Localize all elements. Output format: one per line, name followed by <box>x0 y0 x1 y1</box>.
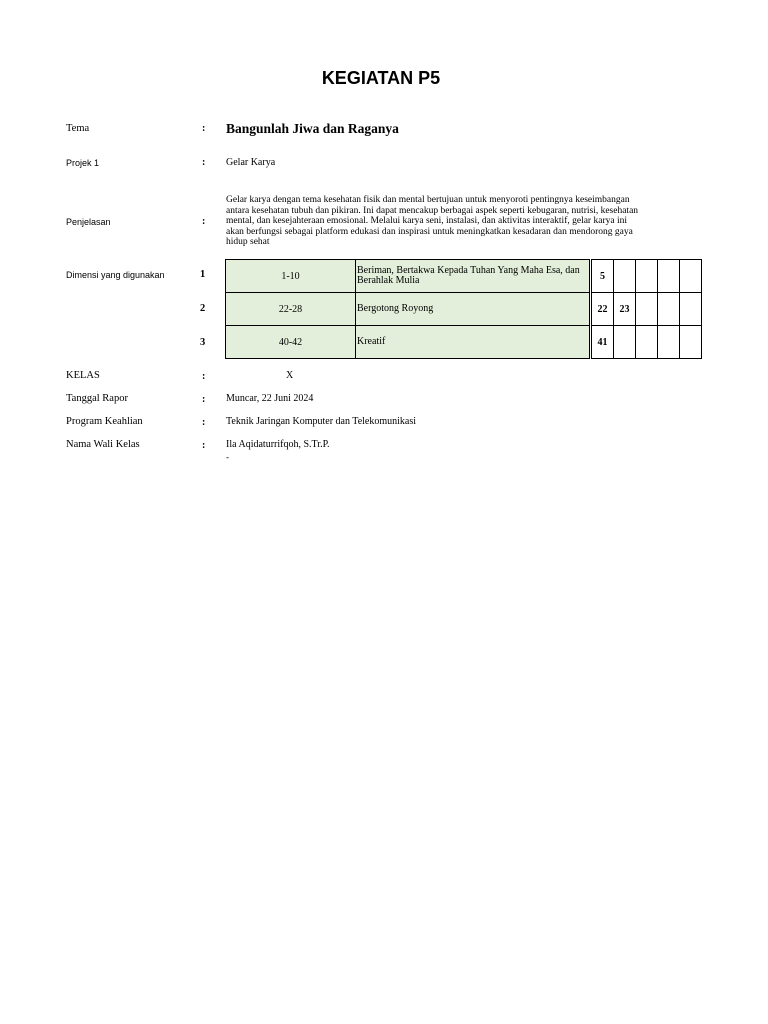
page-title: KEGIATAN P5 <box>321 68 441 88</box>
tema-value: Bangunlah Jiwa dan Raganya <box>226 121 399 136</box>
dimensi-box: 22 <box>592 293 614 326</box>
dimensi-box <box>614 260 636 293</box>
dimensi-row <box>226 293 702 326</box>
dimensi-box <box>658 293 680 326</box>
dimensi-name: Beriman, Bertakwa Kepada Tuhan Yang Maha Esa, dan Berahlak Mulia <box>356 260 590 293</box>
tema-colon: : <box>202 123 206 134</box>
penjelasan-label: Penjelasan <box>66 217 111 227</box>
dimensi-box <box>680 260 702 293</box>
dimensi-number-3: 3 <box>200 337 206 348</box>
dimensi-box <box>636 326 658 359</box>
dimensi-box: 41 <box>592 326 614 359</box>
dimensi-box <box>614 326 636 359</box>
projek-label: Projek 1 <box>66 158 100 168</box>
wali-value: Ila Aqidaturrifqoh, S.Tr.P. <box>226 439 330 450</box>
dimensi-name: Bergotong Royong <box>356 293 590 326</box>
dimensi-box: 5 <box>592 260 614 293</box>
penjelasan-text <box>226 195 698 248</box>
wali-colon: : <box>202 440 206 451</box>
penjelasan-colon: : <box>202 216 206 227</box>
kelas-label: KELAS <box>66 370 100 381</box>
dimensi-range: 40-42 <box>226 326 356 359</box>
projek-colon: : <box>202 157 206 168</box>
dimensi-number-2: 2 <box>200 303 206 314</box>
dimensi-box <box>680 293 702 326</box>
program-value: Teknik Jaringan Komputer dan Telekomunikasi <box>226 416 417 427</box>
dimensi-range: 1-10 <box>226 260 356 293</box>
dimensi-box <box>658 326 680 359</box>
tema-label: Tema <box>66 123 90 134</box>
projek-value: Gelar Karya <box>226 157 276 168</box>
penjelasan-line: antara kesehatan tubuh dan pikiran. Ini dapat mencakup berbagai aspek seperti kebugaran, nutrisi, kesehatan <box>226 205 639 216</box>
wali-trailing-dash: - <box>226 452 229 462</box>
dimensi-box: 23 <box>614 293 636 326</box>
dimensi-number-1: 1 <box>200 269 206 280</box>
wali-label: Nama Wali Kelas <box>66 439 140 450</box>
dimensi-box <box>680 326 702 359</box>
dimensi-row <box>226 260 702 293</box>
dimensi-table <box>225 259 702 359</box>
penjelasan-line: Gelar karya dengan tema kesehatan fisik dan mental bertujuan untuk menyoroti pentingnya keseimbangan <box>226 195 630 205</box>
penjelasan-line: mental, dan kesejahteraan emosional. Melalui karya seni, instalasi, dan aktivitas interaktif, gelar karya ini <box>226 216 627 226</box>
dimensi-box <box>658 260 680 293</box>
dimensi-range: 22-28 <box>226 293 356 326</box>
kelas-colon: : <box>202 371 206 382</box>
kelas-value: X <box>286 370 294 381</box>
program-label: Program Keahlian <box>66 416 143 427</box>
tanggal-colon: : <box>202 394 206 405</box>
dimensi-box <box>636 260 658 293</box>
dimensi-label: Dimensi yang digunakan <box>66 270 165 280</box>
penjelasan-line: akan berfungsi sebagai platform edukasi dan inspirasi untuk meningkatkan kesadaran dan mendorong gaya <box>226 226 633 237</box>
tanggal-label: Tanggal Rapor <box>66 393 128 404</box>
tanggal-value: Muncar, 22 Juni 2024 <box>226 393 314 404</box>
program-colon: : <box>202 417 206 428</box>
dimensi-box <box>636 293 658 326</box>
dimensi-name: Kreatif <box>356 326 590 359</box>
penjelasan-line: hidup sehat <box>226 237 270 247</box>
dimensi-row <box>226 326 702 359</box>
